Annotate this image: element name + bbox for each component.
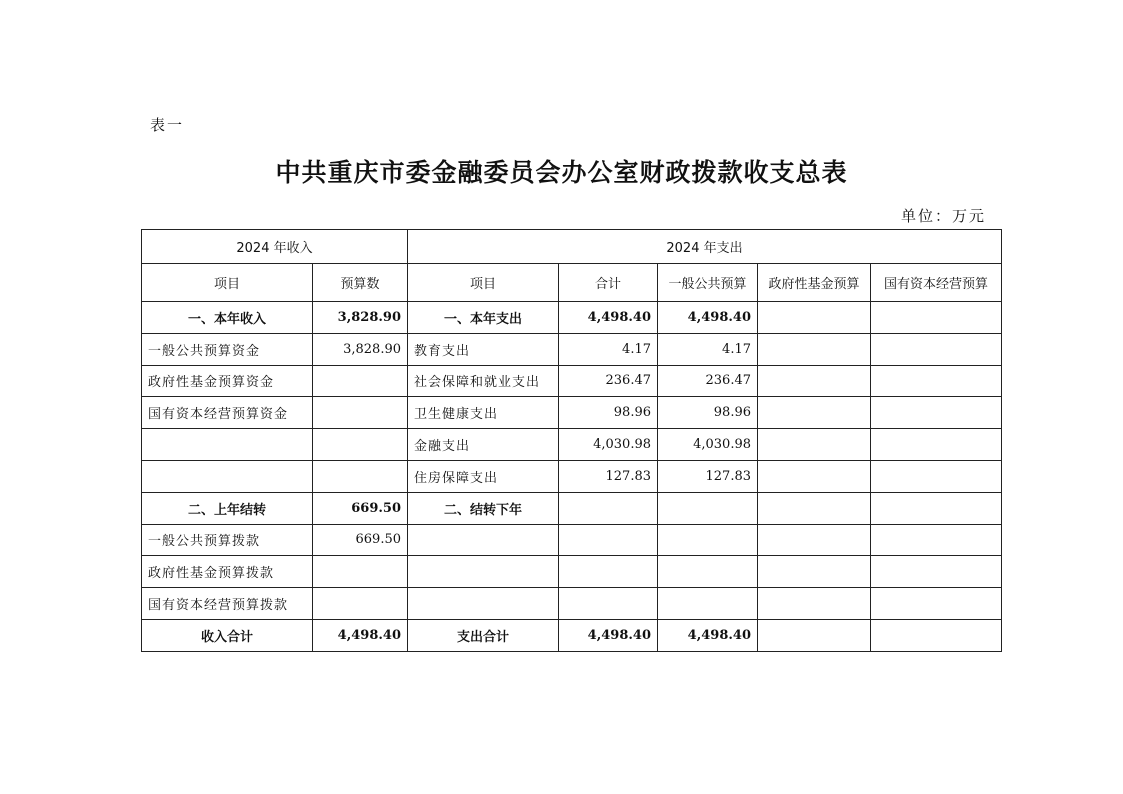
income-amount-cell: [313, 365, 408, 397]
expense-item-cell: [408, 524, 559, 556]
capital-budget-total: [871, 619, 1002, 651]
income-item-cell: 国有资本经营预算拨款: [142, 588, 313, 620]
income-item-cell: 国有资本经营预算资金: [142, 397, 313, 429]
income-item-cell: 一、本年收入: [142, 302, 313, 334]
income-amount-cell: [313, 460, 408, 492]
expense-item-cell: 一、本年支出: [408, 302, 559, 334]
table-row: [142, 588, 1002, 620]
expense-group-header: 2024 年支出: [408, 230, 1002, 264]
expense-item-cell: 卫生健康支出: [408, 397, 559, 429]
table-row: [142, 397, 1002, 429]
table-row: [142, 365, 1002, 397]
expense-item-cell: 住房保障支出: [408, 460, 559, 492]
group-header-row: [142, 230, 1002, 264]
general-budget-cell: 4,498.40: [658, 302, 758, 334]
income-amount-cell: 669.50: [313, 524, 408, 556]
budget-summary-table: [141, 229, 1002, 652]
totals-row: [142, 619, 1002, 651]
general-budget-cell: 98.96: [658, 397, 758, 429]
column-header-capital-budget: 国有资本经营预算: [871, 264, 1002, 302]
fund-budget-cell: [758, 556, 871, 588]
total-cell: 127.83: [559, 460, 658, 492]
income-item-cell: 二、上年结转: [142, 492, 313, 524]
capital-budget-cell: [871, 524, 1002, 556]
general-budget-cell: [658, 556, 758, 588]
capital-budget-cell: [871, 588, 1002, 620]
fund-budget-cell: [758, 429, 871, 461]
fund-budget-total: [758, 619, 871, 651]
table-row: [142, 524, 1002, 556]
expense-total-label: 支出合计: [408, 619, 559, 651]
column-header-general-budget: 一般公共预算: [658, 264, 758, 302]
general-budget-cell: 4,030.98: [658, 429, 758, 461]
income-item-cell: [142, 429, 313, 461]
expense-total-amount: 4,498.40: [559, 619, 658, 651]
general-budget-cell: 4.17: [658, 333, 758, 365]
total-cell: 236.47: [559, 365, 658, 397]
general-budget-cell: 236.47: [658, 365, 758, 397]
column-header-row: [142, 264, 1002, 302]
document-title: 中共重庆市委金融委员会办公室财政拨款收支总表: [275, 158, 848, 187]
fund-budget-cell: [758, 492, 871, 524]
expense-item-cell: [408, 588, 559, 620]
income-item-cell: 一般公共预算资金: [142, 333, 313, 365]
fund-budget-cell: [758, 588, 871, 620]
table-number-label: 表一: [150, 116, 185, 134]
total-cell: [559, 556, 658, 588]
column-header-fund-budget: 政府性基金预算: [758, 264, 871, 302]
column-header-income-item: 项目: [142, 264, 313, 302]
capital-budget-cell: [871, 460, 1002, 492]
general-budget-total: 4,498.40: [658, 619, 758, 651]
table-row: [142, 556, 1002, 588]
expense-item-cell: 社会保障和就业支出: [408, 365, 559, 397]
column-header-expense-item: 项目: [408, 264, 559, 302]
capital-budget-cell: [871, 302, 1002, 334]
capital-budget-cell: [871, 556, 1002, 588]
capital-budget-cell: [871, 333, 1002, 365]
expense-item-cell: 二、结转下年: [408, 492, 559, 524]
income-amount-cell: 3,828.90: [313, 302, 408, 334]
column-header-income-amount: 预算数: [313, 264, 408, 302]
income-amount-cell: 3,828.90: [313, 333, 408, 365]
income-amount-cell: [313, 429, 408, 461]
general-budget-cell: 127.83: [658, 460, 758, 492]
column-header-total: 合计: [559, 264, 658, 302]
income-total-amount: 4,498.40: [313, 619, 408, 651]
fund-budget-cell: [758, 302, 871, 334]
expense-item-cell: 金融支出: [408, 429, 559, 461]
total-cell: 4.17: [559, 333, 658, 365]
fund-budget-cell: [758, 397, 871, 429]
capital-budget-cell: [871, 397, 1002, 429]
table-row: [142, 302, 1002, 334]
income-amount-cell: [313, 556, 408, 588]
table-row: [142, 429, 1002, 461]
income-item-cell: [142, 460, 313, 492]
capital-budget-cell: [871, 365, 1002, 397]
total-cell: 4,498.40: [559, 302, 658, 334]
fund-budget-cell: [758, 365, 871, 397]
total-cell: [559, 492, 658, 524]
fund-budget-cell: [758, 524, 871, 556]
income-total-label: 收入合计: [142, 619, 313, 651]
income-item-cell: 一般公共预算拨款: [142, 524, 313, 556]
income-amount-cell: [313, 397, 408, 429]
table-row: [142, 492, 1002, 524]
table-row: [142, 460, 1002, 492]
expense-item-cell: 教育支出: [408, 333, 559, 365]
income-item-cell: 政府性基金预算拨款: [142, 556, 313, 588]
capital-budget-cell: [871, 492, 1002, 524]
income-amount-cell: 669.50: [313, 492, 408, 524]
total-cell: 98.96: [559, 397, 658, 429]
capital-budget-cell: [871, 429, 1002, 461]
general-budget-cell: [658, 492, 758, 524]
total-cell: [559, 524, 658, 556]
expense-item-cell: [408, 556, 559, 588]
fund-budget-cell: [758, 460, 871, 492]
income-item-cell: 政府性基金预算资金: [142, 365, 313, 397]
general-budget-cell: [658, 588, 758, 620]
total-cell: [559, 588, 658, 620]
income-group-header: 2024 年收入: [142, 230, 408, 264]
income-amount-cell: [313, 588, 408, 620]
table-row: [142, 333, 1002, 365]
total-cell: 4,030.98: [559, 429, 658, 461]
general-budget-cell: [658, 524, 758, 556]
unit-label: 单位：万元: [900, 207, 986, 225]
fund-budget-cell: [758, 333, 871, 365]
